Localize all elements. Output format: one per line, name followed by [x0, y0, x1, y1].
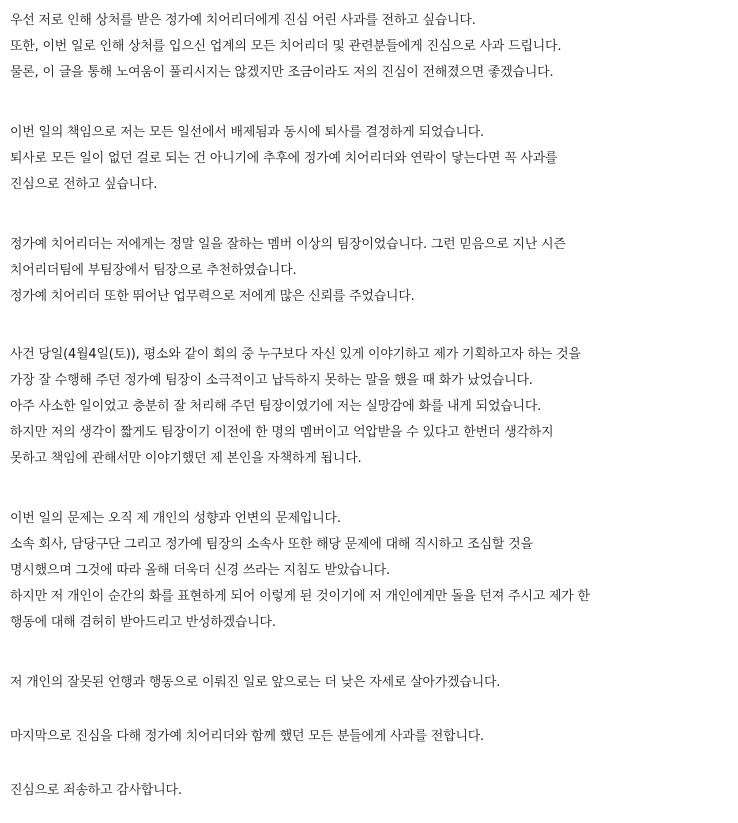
text-line: 마지막으로 진심을 다해 정가예 치어리더와 함께 했던 모든 분들에게 사과를 전합니다. — [10, 729, 485, 744]
text-line: 정가예 치어리더는 저에게는 정말 일을 잘하는 멤버 이상의 팀장이었습니다. 그런 믿음으로 지난 시즌 — [10, 237, 566, 252]
text-line: 가장 잘 수행해 주던 정가예 팀장이 소극적이고 납득하지 못하는 말을 했을 때 화가 났었습니다. — [10, 373, 533, 388]
text-line: 정가예 치어리더 또한 뛰어난 업무력으로 저에게 많은 신뢰를 주었습니다. — [10, 289, 415, 304]
text-line: 명시했으며 그것에 따라 올해 더욱더 신경 쓰라는 지침도 받았습니다. — [10, 563, 390, 578]
text-line: 아주 사소한 일이었고 충분히 잘 처리해 주던 팀장이였기에 저는 실망감에 화를 내게 되었습니다. — [10, 399, 542, 414]
text-line: 못하고 책임에 관해서만 이야기했던 제 본인을 자책하게 됩니다. — [10, 451, 362, 466]
text-line: 진심으로 죄송하고 감사합니다. — [10, 783, 182, 798]
text-line: 진심으로 전하고 싶습니다. — [10, 177, 158, 192]
text-line: 하지만 저의 생각이 짧게도 팀장이기 이전에 한 명의 멤버이고 억압받을 수 있다고 한번더 생각하지 — [10, 425, 554, 440]
text-line: 치어리더팀에 부팀장에서 팀장으로 추천하였습니다. — [10, 263, 297, 278]
text-line: 사건 당일(4월4일(토)), 평소와 같이 회의 중 누구보다 자신 있게 이야기하고 제가 기획하고자 하는 것을 — [10, 347, 581, 362]
text-line: 우선 저로 인해 상처를 받은 정가예 치어리더에게 진심 어린 사과를 전하고 싶습니다. — [10, 13, 476, 28]
text-line: 소속 회사, 담당구단 그리고 정가예 팀장의 소속사 또한 해당 문제에 대해 직시하고 조심할 것을 — [10, 537, 533, 552]
text-line: 행동에 대해 겸허히 받아드리고 반성하겠습니다. — [10, 615, 276, 630]
text-line: 물론, 이 글을 통해 노여움이 풀리시지는 않겠지만 조금이라도 저의 진심이 전해졌으면 좋겠습니다. — [10, 65, 554, 80]
text-line: 하지만 저 개인이 순간의 화를 표현하게 되어 이렇게 된 것이기에 저 개인에게만 돌을 던져 주시고 제가 한 — [10, 589, 590, 604]
text-line: 저 개인의 잘못된 언행과 행동으로 이뤄진 일로 앞으로는 더 낮은 자세로 살아가겠습니다. — [10, 675, 501, 690]
text-line: 또한, 이번 일로 인해 상처를 입으신 업계의 모든 치어리더 및 관련분들에게 진심으로 사과 드립니다. — [10, 39, 562, 54]
text-line: 이번 일의 문제는 오직 제 개인의 성향과 언변의 문제입니다. — [10, 511, 341, 526]
text-line: 퇴사로 모든 일이 없던 걸로 되는 건 아니기에 추후에 정가예 치어리더와 연락이 닿는다면 꼭 사과를 — [10, 151, 558, 166]
text-line: 이번 일의 책임으로 저는 모든 일선에서 배제됨과 동시에 퇴사를 결정하게 되었습니다. — [10, 125, 485, 140]
